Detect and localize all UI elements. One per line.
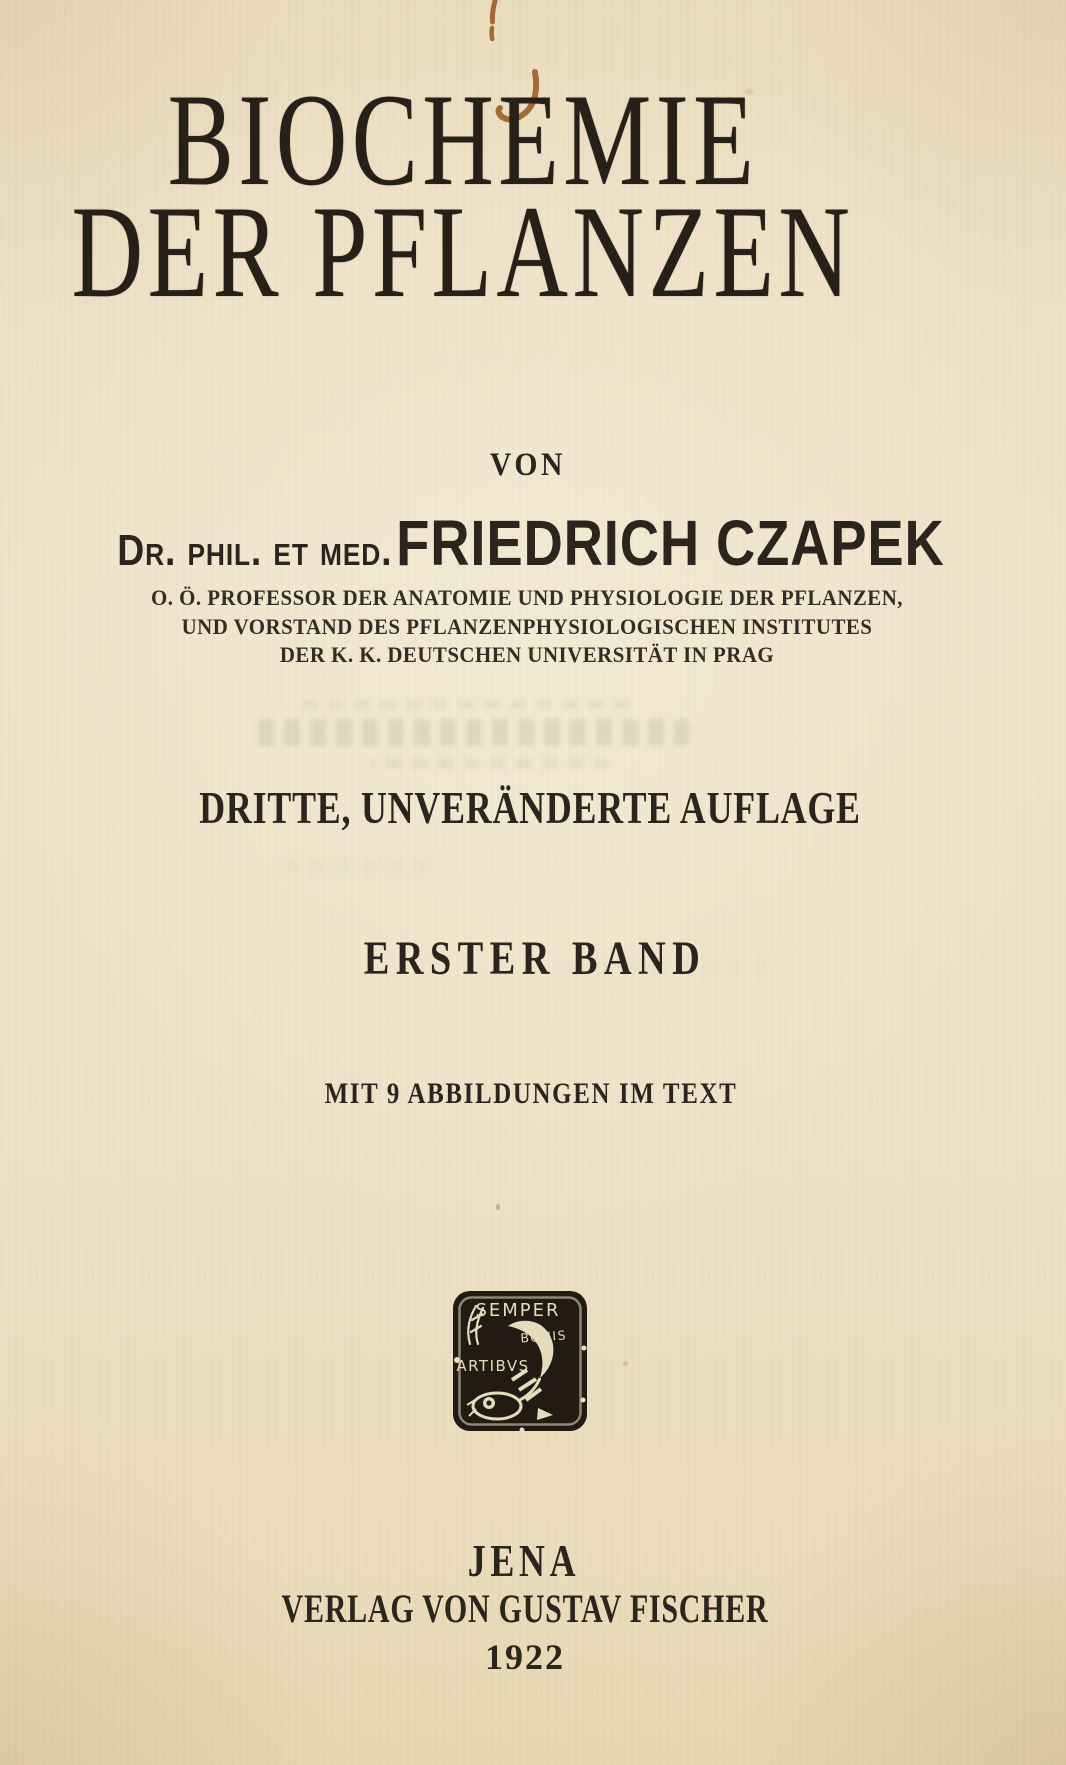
author-line (78, 506, 984, 580)
publisher-emblem (452, 1290, 588, 1432)
book-title-line1: BIOCHEMIE (167, 66, 759, 213)
show-through-text (255, 719, 690, 746)
author-affiliation (21, 584, 1034, 670)
byline-von: VON (489, 447, 567, 483)
emblem-motto-semper: SEMPER (475, 1300, 561, 1321)
emblem-motto-bonis: BONIS (519, 1327, 568, 1346)
imprint-year: 1922 (485, 1637, 565, 1677)
edition-statement: DRITTE, UNVERÄNDERTE AUFLAGE (199, 782, 861, 833)
show-through-text (300, 700, 630, 709)
volume-statement: ERSTER BAND (363, 932, 707, 985)
emblem-motto-artibvs: ARTIBVS (456, 1357, 530, 1375)
illustration-note: MIT 9 ABBILDUNGEN IM TEXT (324, 1077, 738, 1110)
show-through-text (370, 758, 610, 769)
author-name: FRIEDRICH CZAPEK (396, 507, 945, 579)
paper-fleck (623, 1361, 628, 1366)
book-title (63, 66, 863, 325)
author-degrees: Dr. phil. et med. (117, 526, 393, 575)
affiliation-line-3: DER K. K. DEUTSCHEN UNIVERSITÄT IN PRAG (279, 642, 775, 667)
affiliation-line-2: UND VORSTAND DES PFLANZENPHYSIOLOGISCHEN INSTITUTES (181, 613, 873, 639)
show-through-text (280, 858, 430, 874)
affiliation-line-1: O. Ö. PROFESSOR DER ANATOMIE UND PHYSIOLOGIE DER PFLANZEN, (151, 585, 903, 610)
imprint-city: JENA (467, 1535, 581, 1586)
imprint-publisher: VERLAG VON GUSTAV FISCHER (281, 1586, 769, 1631)
paper-fleck (496, 1204, 500, 1210)
book-title-line2: DER PFLANZEN (71, 178, 855, 325)
